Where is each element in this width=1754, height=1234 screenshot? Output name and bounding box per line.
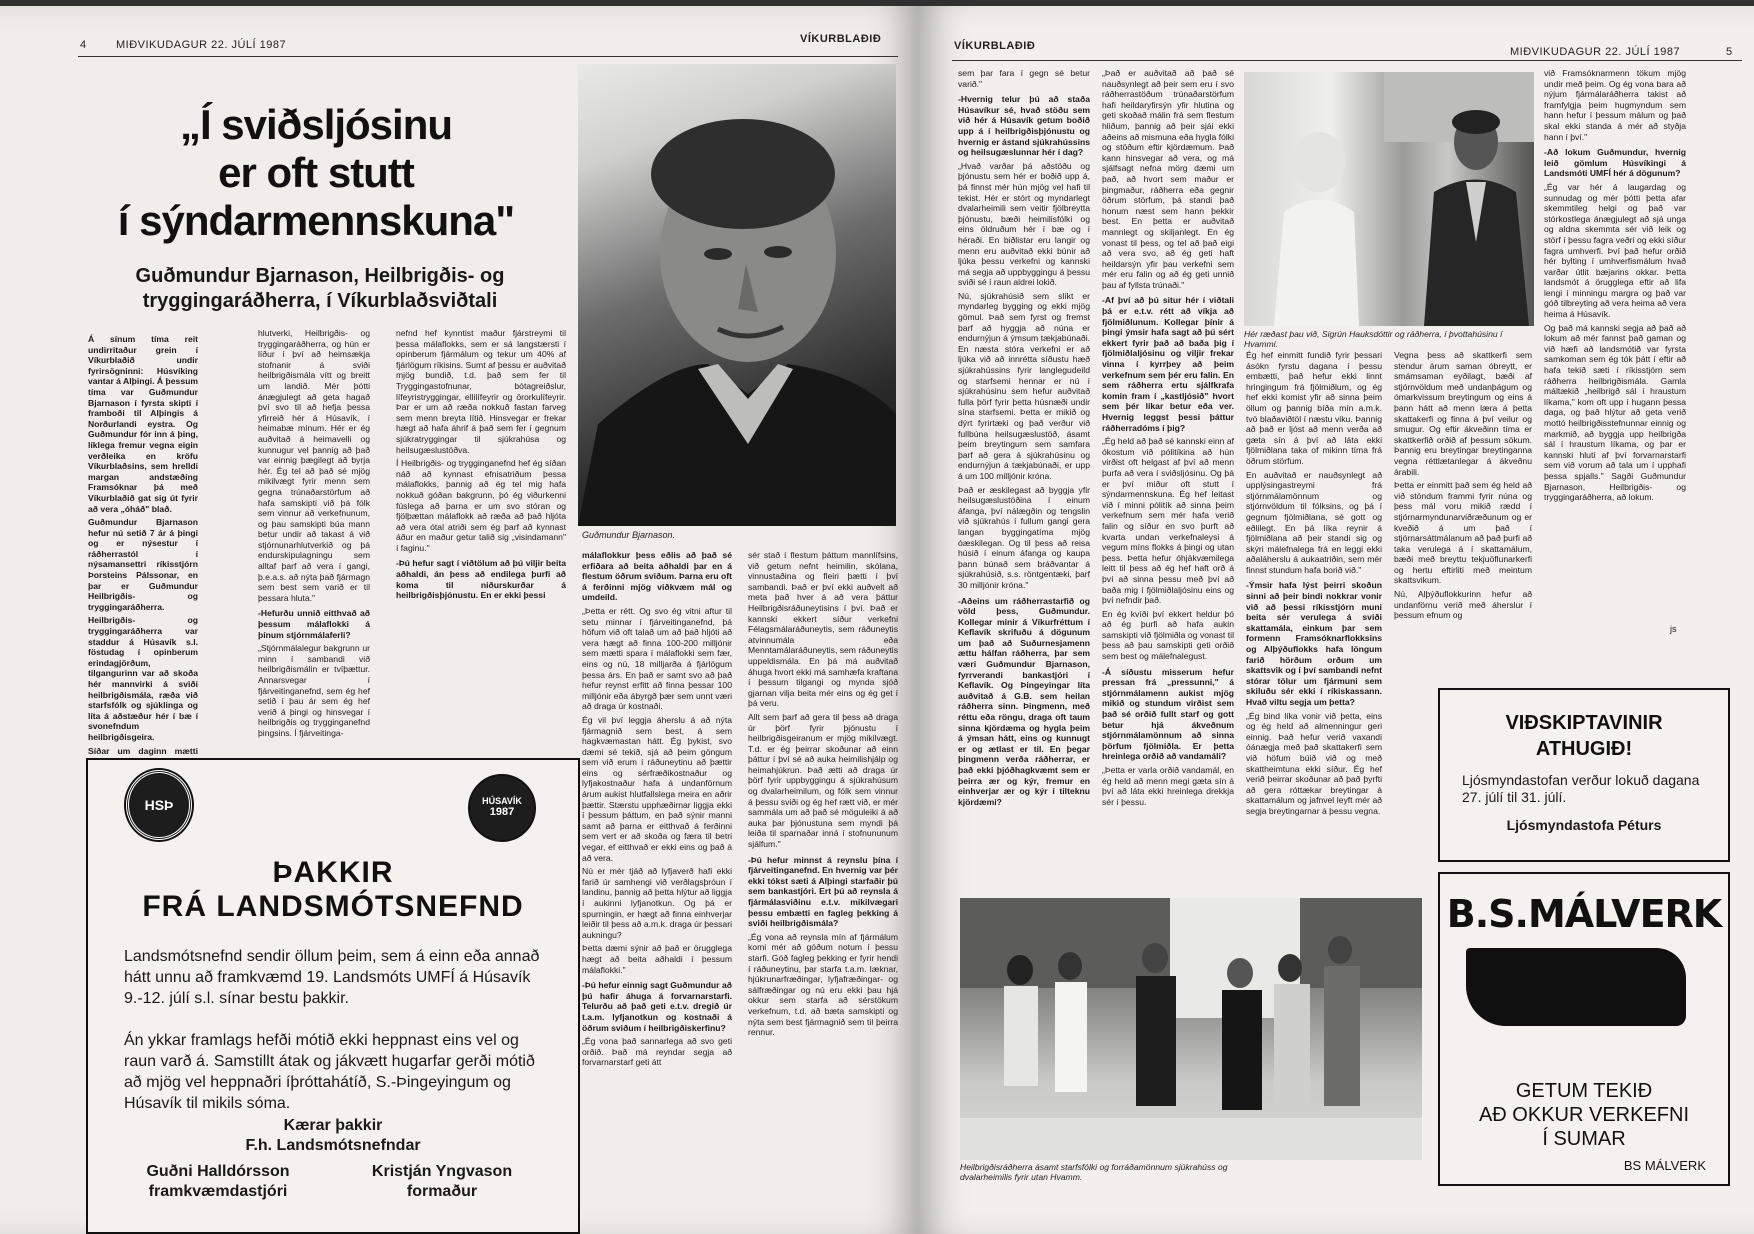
paragraph: Og það má kannski segja að það að lokum að mér fannst það gaman og við hæfi að landsmótið var fyrsta samkoman sem ég tók þátt í eftir að hafa tekið sæti í ríkisstjórn sem ráðherra heilbrigðismála. Gamla máltækið „heilbrigð sál í hraustum líkama," kom oft upp í hugann þessa daga, og það hlýtur að geta verið mottó heilbrigðisstefnunnar einnig og markmið, að byggja upp heilbrigða sál í hraustum líkama, og þar er kannski hluti af því forvarnarstarfi sem við vorum að tala um í upphafi þessa spjalls." Sagði Guðmundur Bjarnason, Heilbrigðis- og tryggingaráðherra, að lokum. — [1544, 322, 1686, 503]
paragraph: hlutverki, Heilbrigðis- og tryggingaráðherra, og hún er líður í því að heimsækja stofnanir á sviði heilbrigðismála vítt og breitt um landið. Mér þótti ánægjulegt að geta hagað því svo til að hefja þessa yfirreið hér á Húsavík, í heimabæ mínum. Hér er ég auðvitað á heimavelli og kunnugur vel þannig að það var einnig þægilegt að byrja hér. Ég tel að það sé mjög mikilvægt fyrir menn sem gegna trúnaðarstörfum að hafa samskipti við þá fólk sem vinnur að verkefnunum, og þau samskipti búa mann betur undir að takast á við stjórnunarhlutverkið og þá endurskipulagningu sem alltaf þarf að vera í gangi, þ.e.a.s. að nýta það fjármagn sem best sem varið er til þessara hluta." — [258, 328, 370, 603]
photo-caption: Hér ræðast þau við, Sigrún Hauksdóttir og ráðherra, í þvottahúsinu í Hvammi. — [1244, 329, 1503, 349]
paragraph: Nú, sjúkrahúsið sem slíkt er myndarleg bygging og ekki mjög gömul. Það sem fyrst og fremst þarf að hyggja að núna er endurnýjun á ýmsum tækjabúnaði. En næsta stóra verkefni er að ljúka við að innrétta síðustu hæð sjúkrahússins fyrir langlegudeild og starfsemi hennar er nú í sjúkrahúsinu sem hefur auðvitað fulla þörf fyrir þetta húsnæði undir sína starfsemi. Þetta er mikið og dýrt fyrirtæki og það verður við fullbúna heilsugæslustöð, ásamt þeim breytingum sem samfara þarf að gera á sjúkrahúsinu og endurnýjun á tækjabúnaði, er upp á um 100 milljónir króna. — [958, 290, 1090, 481]
signatory-role: framkvæmdastjóri — [148, 1183, 288, 1200]
author-signoff: js — [1670, 624, 1677, 634]
article-column — [958, 68, 1090, 888]
paragraph: Ég hef einmitt fundið fyrir þessari ásókn fyrstu dagana í þessu embætti, það hefur ekki linnt hringingum frá fjölmiðlum, og ég hef ekki komist yfir að sinna þeim öllum og þannig bíða mín a.m.k. tvö blaðaviðtöl í næstu viku. Þannig að það er ljóst að menn verða að gæta sín á því að láta ekki fjölmiðlana taka of mikinn tíma frá öðrum störfum. — [1246, 350, 1382, 466]
brand-logo: B.S.MÁLVERK — [1446, 892, 1722, 936]
ad-sign-committee: F.h. Landsmótsnefndar — [245, 1137, 421, 1154]
ad-text: Ljósmyndastofan verður lokuð dagana 27. júlí til 31. júlí. — [1462, 772, 1700, 805]
paragraph: sem þar fara í gegn sé betur varið." — [958, 68, 1090, 89]
signatory-role: formaður — [406, 1183, 478, 1200]
laundry-photo — [1244, 72, 1534, 326]
ad-line: GETUM TEKIÐ — [1515, 1080, 1653, 1102]
paragraph: Heilbrigðis- og tryggingaráðherra var staddur á Húsavík s.l. föstudag í opinberum erindagjörðum, tilgangurinn var að skoða hér mannvirki á sviði heilbrigðismála, ræða við starfsfólk og sjúklinga og líta á aðstæður hér í bæ í svonefndum heilbrigðisgeira. — [88, 615, 198, 742]
paragraph: við Framsóknarmenn tökum mjög undir með þeim. Og ég vona bara að nýjum fjármálaráðherra takist að framfylgja þeim hugmyndum sem hann hefur í þessum málum og það skal ekki standa á mér að styðja hann í því." — [1544, 68, 1686, 142]
deck-line: tryggingaráðherra, í Víkurblaðsviðtali — [142, 290, 498, 312]
article-column — [748, 550, 898, 1232]
question: -Þú hefur sagt í viðtölum að þú viljir beita aðhaldi, án þess að endilega þurfi að koma til niðurskurðar á heilbrigðisþjónustu. En er ekki þessi — [396, 558, 566, 601]
paragraph: „Hvað varðar þá aðstöðu og þjónustu sem hér er boðið upp á, þá finnst mér hún mjög vel hafi til tekist. Hér er stórt og myndarlegt dvalarheimili sem veitir fjölbreytta þjónustu, bæði heimilisfólki og eins öldruðum hér í bæ og í héraði. En biðlistar eru langir og menn eru auðvitað ekki búnir að ljúka þessu verkefni og kannski má segja að uppbyggingu á þessu sviði sé í raun aldrei lokið. — [958, 160, 1090, 288]
deck-line: Guðmundur Bjarnason, Heilbrigðis- og — [135, 265, 505, 287]
paragraph: „Þetta er rétt. Og svo ég vitni aftur til setu minnar í fjárveitinganefnd, þá höfum við oft talað um að það hljóti að vera hægt að finna 100-200 milljónir sem mætti spara í málaflokki sem fær, eins og nú, 18 milljarða á fjárlögum þessa árs. En það er samt svo að það hefur reynst erfitt að finna þessar 100 milljónir eða ábyrgð þær sem unnt væri að draga úr kostnaði. — [582, 605, 732, 712]
right-page — [918, 6, 1754, 1234]
page-number: 5 — [1726, 46, 1733, 58]
paint-stroke-graphic — [1466, 948, 1686, 1026]
question: -Að lokum Guðmundur, hvernig leið gömlum Húsvíkingi á Landsmóti UMFÍ hér á dögunum? — [1544, 147, 1686, 179]
paragraph: Það er æskilegast að byggja yfir heilsugæslustöðina í einum áfanga, því nálægðin og tengslin við sjúkrahús í fullum gangi gera langan byggingatíma mjög óæskilegan. Og til þess að reisa húsið í einum áfanga og kaupa þann búnað sem bráðvantar á sjúkrahúsið, s.s. röntgentæki, þarf 30 milljónir króna." — [958, 484, 1090, 590]
paragraph: „Ég bind líka vonir við þetta, eins og ég held að almenningur geri einnig. Það hefur verið vaxandi óánægja með það skattakerfi sem við höfum búið við og með skattheimtuna ekki síður. Ég hef verið þeirrar skoðunar að það þyrfti að gera róttækar breytingar á skattamálum og jafnvel leyft mér að segja breytingarnar á þessu vegna. — [1246, 710, 1382, 816]
paragraph: Síðar um daginn mætti — [88, 745, 198, 756]
question: -Þú hefur minnst á reynslu þína í fjárveitinganefnd. En hvernig var þér ekki tókst sæti á Alþingi starfaðir þú sem bankastjóri. Ert þú að reynsla á fjármálasviðinu e.t.v. mikilvægari þessu embætti en fagleg þekking á sviði heilbrigðismála? — [748, 854, 898, 929]
article-column — [1544, 68, 1686, 638]
paragraph: „Stjórnmálalegur bakgrunn ur minn í sambandi við heilbrigðismálin er tvíþættur. Annarsvegar í fjárveitinganefnd, sem ég hef setið í þau ár sem ég hef verið á þingi og hinsvegar í heilbrigðis og trygginganefnd þingsins. Í fjárveitinga- — [258, 643, 370, 738]
paper-name: VÍKURBLAÐIÐ — [800, 33, 882, 45]
header-rule — [952, 60, 1742, 61]
signatory-name: Guðni Halldórsson — [146, 1163, 290, 1180]
ad-sign: Ljósmyndastofa Péturs — [1506, 817, 1662, 833]
logo-year: 1987 — [489, 806, 515, 818]
question: -Á síðustu misserum hefur pressan frá „pressunni," á stjórnmálamenn aukist mjög mikið og stundum virðist sem það sé orðið fullt starf og gott betur hjá ákveðnum stjórnmálamönnum að sinna þörfum fjölmiðla. Er þetta hreinlega orðið að vandamáli? — [1102, 666, 1234, 762]
landsmot-logo — [468, 774, 536, 842]
article-column — [258, 328, 370, 746]
paragraph: „Ég vona að reynsla mín af fjármálum komi mér að góðum notum í þessu starfi. Góð fagleg þekking er fyrir hendi í ráðuneytinu, þar starfa t.a.m. læknar, hjúkrunarfræðingar, lyfjafræðingar- og sálfræðingar og nú eru ekki þau hjá okkur sem starfa að sérstökum verkefnum, t.d. að bæta samskipti og nýta sem best fjármagnið sem til þeirra rennur. — [748, 931, 898, 1038]
ad-paragraph: Án ykkar framlags hefði mótið ekki heppnast eins vel og raun varð á. Samstillt átak og jákvætt hugarfar gerði mótið að mjög vel heppnaðri íþróttahátíð, S.-Þingeyingum og Húsavík til mikils sóma. — [124, 1032, 535, 1112]
paragraph: Á sínum tíma reit undirritaður grein í Víkurblaðið undir fyrirsögninni: Húsvíking vantar á Alþingi. Á þessum tíma var Guðmundur Bjarnason í fyrsta skipti í framboði til Alþingis á Norðurlandi eystra. Og Guðmundur fór inn á þing, líklega fremur vegna eigin verðleika en kröfu Víkurblaðsins, sem hrelldi margan andstæðing Framsóknar þá með Víkurblaðið gat sig út fyrir að vera „óháð" blað. — [88, 334, 198, 514]
question: -Hvernig telur þú að staða Húsavíkur sé, hvað stöðu sem við hér á Húsavík getum boðið upp á í heilbrigðisþjónustu og hvernig er ástand sjúkrahússins og heilsugæslunnar hér í dag? — [958, 94, 1090, 158]
paragraph: nefnd hef kynntist maður fjárstreymi til þessa málaflokks, sem er sá langstærsti í opinberum fjármálum og tekur um 40% af fjárlögum ríkisins. Sumt af þessu er auðvitað mjög bundið, t.d. það sem fer til Tryggingastofnunar, bótagreiðslur, lífeyristryggingar, ellilífeyrir og örorkulífeyrir. Þar er um að ræða nokkuð fastan farveg sem menn breyta lítið. Hinsvegar er frekar hægt að hafa áhrif á það sem fer í gegnum sjúkratryggingar til sjúkrahúsa og heilsugæslustöðva. — [396, 328, 566, 455]
question: -Þú hefur einnig sagt Guðmundur að þú hafir áhuga á forvarnarstarfi. Telurðu að það geti e.t.v. dregið úr t.a.m. lyfjanotkun og kostnaði á öðrum sviðum í heilbrigðiskerfinu? — [582, 980, 732, 1033]
paragraph: Þetta er einmitt það sem ég held að við stöndum frammi fyrir núna og þess mál voru mikið rædd í stjórnarmyndunarviðræðunum og er kveðið á um það í stjórnarsáttmálanum að það þurfi að taka verulega á í skattamálum, bæði með breyttu tekjuöflunarkerfi og hertu eftirliti með meintum skattsvikum. — [1394, 480, 1532, 586]
question: -Hefurðu unnið eitthvað að þessum málaflokki á þínum stjórnmálaferli? — [258, 608, 370, 640]
ad-sign: BS MÁLVERK — [1623, 1158, 1706, 1173]
ad-subtitle: FRÁ LANDSMÓTSNEFND — [142, 890, 524, 923]
paragraph: Allt sem þarf að gera til þess að draga úr þörf fyrir þjónustu í heilbrigðisgeiranum er mjög mikilvægt. T.d. er ég þeirrar skoðunar að einn þáttur í því sé að auka heimilishjálp og heimahjúkrun. Það ætti að draga úr þörf fyrir uppbyggingu á sjúkrahúsum og dvalarheimilum, og fólk sem vinnur á þessu sviði og ég hef rætt við, er mér sammála um að það sé möguleiki á að auka þar þjónustuna sem myndi þá leiða til sparnaðar inná í stofnununum sjálfum." — [748, 711, 898, 850]
paragraph: Nú, Alþýðuflokkurinn hefur að undanförnu verið með áherslur í þessum efnum og — [1394, 589, 1532, 621]
article-column — [396, 328, 566, 746]
paragraph: „Þetta er varla orðið vandamál, en ég held að menn megi gæta sín á því að láta ekki hreinlega drekkja sér í þessu. — [1102, 765, 1234, 807]
date-line: MIÐVIKUDAGUR 22. JÚLÍ 1987 — [116, 39, 287, 51]
paragraph: Í Heilbrigðis- og trygginganefnd hef ég síðan náð að kynnast efnisatriðum þessa málaflokks, þannig að ég tel mig hafa nokkuð góðan bakgrunn, þó ég viðurkenni fúslega að þarna er um svo stóran og fjölþættan málaflokk að ræða að það hljóta að vera ótal atriði sem ég þarf að kynnast áður en maður getur talið sig „visindamann" í faginu." — [396, 458, 566, 553]
ad-title: ÞAKKIR — [272, 856, 394, 889]
paragraph: En auðvitað er nauðsynlegt að upplýsingastreymi frá stjórnmálamönnum og stjórnvöldum til fólksins, og þá í gegnum fjölmiðlana, sé gott og eðlilegt. En þá líka reynir á fjölmiðlana að þeir standi sig og skýri málefnalega frá en leggi ekki aðaláherslu á aukaatriðin, sem mér finnst stundum hafa borið við." — [1246, 469, 1382, 575]
headline-line: „Í sviðsljósinu — [179, 101, 453, 148]
thanks-ad — [86, 758, 580, 1234]
paragraph: „Það er auðvitað að það sé nauðsynlegt að þeir sem eru í svo ráðherrastöðum trúnaðarstörfum hafi heildaryfirsýn yfir hlutina og geti skoðað málin frá sem flestum hliðum, þannig að þeir sjái ekki aðeins að mismuna eða hygla fólki og stöðum eftir kjördæmum. Það kann hinsvegar að vera, og má sjálfsagt nefna mörg dæmi um það, að hvort sem maður er þingmaður, ráðherra eða gegnir öðrum störfum, þá standi það honum næst sem hann þekkir best. En þetta er auðvitað mannlegt og skiljanlegt. En ég vonast til þess, og tel að það eigi að vera svo, að ég geti haft heildarsýn yfir þau verkefni sem mér eru falin og að ég geti unnið þau af fyllsta trúnaði." — [1102, 68, 1234, 290]
ad-title: VIÐSKIPTAVINIR — [1505, 712, 1663, 734]
laundry-scene — [1244, 72, 1534, 326]
paragraph: „Ég held að það sé kannski einn af ókostum við pólitíkina að hún virðist oft helgast af því að menn þurfa að vera í sviðsljósinu. Og þá er því miður oft stutt í sýndarmennskuna. Ég hef leitast við í minni pólitík að sinna þeim verkefnum sem mér hafa verið falin og síður en svo þurft að kvarta undan verkefnaleysi á vegum míns flokks á þingi og utan þess. Þetta hefur óhjákvæmilega leitt til þess að ég hef haft orð á því að sinna þessu með því að baða mig í fjölmiðlaljósinu eins og því nefndir það. — [1102, 436, 1234, 606]
paragraph: málaflokkur þess eðlis að það sé erfiðara að beita aðhaldi þar en á flestum öðrum sviðum. Þarna eru oft á ferðinni mjög viðkvæm mál og umdeild. — [582, 550, 732, 603]
left-page — [0, 6, 918, 1234]
paragraph: Þetta dæmi sýnir að það er örugglega hægt að beita aðhaldi í þessum málaflokki." — [582, 943, 732, 975]
group-photo — [960, 898, 1422, 1160]
headline — [96, 101, 536, 245]
article-column — [582, 550, 732, 1232]
paragraph: Nú er mér tjáð að lyfjaverð hafi ekki farið úr samhengi við verðlagsþróun í landinu, þannig að þetta hlýtur að liggja í aukinni lyfjanotkun. Og þá er spurningin, er hægt að finna einhverjar leiðir til þess að a.m.k. draga úr þessari aukningu? — [582, 866, 732, 940]
group-scene — [960, 898, 1422, 1160]
portrait-photo — [578, 64, 896, 526]
question: -Ýmsir hafa lýst þeirri skoðun sinni að þeir bindi nokkrar vonir við að þessi ríkisstjórn muni beita sér verulega á sviði skattamála, einkum þar sem formenn Framsóknarflokksins og Alþýðuflokks hafa löngum farið hörðum orðum um skattsvik og í því sambandi nefnt stórar tölur um fjármuni sem skiluðu sér ekki í ríkiskassann. Hvað viltu segja um þetta? — [1246, 580, 1382, 707]
painting-ad — [1438, 872, 1730, 1186]
headline-line: er oft stutt — [218, 149, 414, 196]
question: -Af því að þú situr hér í viðtali þá er e.t.v. rétt að víkja að fjölmiðlunum. Kollegar þínir á þingi ýmsir hafa sagt að þú sért ekkert fyrir það að baða þig í fjölmiðlaljósinu og viljir frekar vinna í kyrrþey að þeim verkefnum sem þér eru falin. En sem ráðherra ertu sjálfkrafa komin fram í „kastljósið" hvort sem þér líkar betur eða ver. Hvernig leggst þessi þáttur ráðherradóms í þig? — [1102, 295, 1234, 433]
article-column — [88, 334, 198, 756]
paragraph: „Ég var hér á laugardag og sunnudag og mér þótti þetta afar skemmtileg helgi og það var stórkostlega ánægjulegt að sjá unga og aldna skemmta sér við leik og störf í þessu fagra veðri og ekki síður fagra umhverfi. Því það hefur orðið hér bylting í umhverfismálum hvað varðar útlit bæjarins okkar. Þetta landsmót á örugglega eftir að lifa lengi í minningu margra og það var góð tilbreyting að vera heima að vera heima á Húsavík. — [1544, 181, 1686, 320]
paragraph: Ég vil því leggja áherslu á að nýta fjármagnið sem best, á sem hagkvæmastan hátt. Ég þykist, svo dæmi sé tekið, sjá að þeim göngum sem við erum í ráðuneytinu að þættir eins og sérfræðikostnaður og lyfjakostnaður hafa á undanförnum árum aukist hlutfallslega meira en aðrir þættir. Stærstu upphæðirnar liggja ekki í þessum þáttum, en það sýnir manni samt að þarna er eitthvað á ferðinni sem vert er að skoða og færa til betri vegar, ef eitthvað er ekki eins og það á að vera. — [582, 714, 732, 863]
article-column — [1102, 68, 1234, 888]
ad-subtitle: ATHUGIÐ! — [1535, 738, 1633, 760]
page-number: 4 — [80, 39, 87, 51]
paragraph: „Ég vona það sannarlega að svo geti orðið. Það má reyndar segja að forvarnarstarf geti átt — [582, 1036, 732, 1068]
ad-line: Í SUMAR — [1542, 1128, 1626, 1150]
headline-line: í sýndarmennskuna" — [117, 197, 515, 244]
date-line: MIÐVIKUDAGUR 22. JÚLÍ 1987 — [1510, 46, 1681, 58]
ad-line: AÐ OKKUR VERKEFNI — [1478, 1104, 1690, 1126]
photostudio-ad — [1438, 688, 1730, 862]
article-column — [1246, 350, 1382, 886]
paragraph: sér stað í flestum þáttum mannlífsins, við getum nefnt heimilin, skólana, vinnustaðina og fleiri þætti í því sambandi. Það er því ekki auðvelt að meta það hver á að vera þáttur Heilbrigðisráðuneytisins í því. Það er kannski ekkert síður verkefni Félagsmálaráðuneytis, sem ráðuneytis atvinnumála eða Menntamálaráðuneytis, sem ráðuneytis uppeldismála. En þá má auðvitað áhuga hvort ekki má samhæfa kraftana í þessum tilgangi og mynda sjóð gjarnan vilja beita mér eins og ég get í þá veru. — [748, 550, 898, 709]
ad-sign-thanks: Kærar þakkir — [283, 1117, 383, 1134]
signatory-name: Kristján Yngvason — [371, 1163, 513, 1180]
logo-place: HÚSAVÍK — [482, 796, 522, 806]
paragraph: Guðmundur Bjarnason hefur nú setið 7 ár á þingi og er nýsestur í ráðherrastól í nýsamansettri ríkisstjórn Þorsteins Pálssonar, en þar er Guðmundur Heilbrigðis- og tryggingaráðherra. — [88, 517, 198, 612]
portrait-figure — [578, 64, 896, 526]
photo-caption: Heilbrigðisráðherra ásamt starfsfólki og forráðamönnum sjúkrahúss og dvalarheimilis fyrir utan Hvamm. — [960, 1162, 1228, 1182]
ad-paragraph: Landsmótsnefnd sendir öllum þeim, sem á einn eða annað hátt unnu að framkvæmd 19. Landsmóts UMFÍ á Húsavík 9.-12. júlí s.l. sínar bestu þakkir. — [124, 948, 540, 1007]
paragraph: Vegna þess að skattkerfi sem stendur árum saman óbreytt, er smámsaman eyðilagt, bæði af stjórnvöldum með undanþágum og ómarkvissum breytingum og eins á þann hátt að menn læra á þetta skattakerfi og finna á því veilur og smugur. Og eftir ákveðinn tíma er skattkerfið orðið af þessum sökum. Þannig eru breytingar breytinganna vegna réttlætanlegar á ákveðnu árabili. — [1394, 350, 1532, 477]
question: -Aðeins um ráðherrastarfið og völd þess, Guðmundur. Kollegar minir á Víkurfréttum í Keflavík skrifuðu á dögunum um það að Suðurnesjamenn ættu hálfan ráðherra, þar sem væri Guðmundur Bjarnason, fyrrverandi bankastjóri í Keflavík. Og Þingeyingar líta auðvitað á G.B. sem heilan ráðherra sinn. Þingmenn, með réttu eða röngu, draga oft taum sinna kjördæma og hygla þeim á ýmsan hátt, eins og kunnugt er og ætlast er til. En þegar þingmenn verða ráðherrar, er það ekki þjóðhagkvæmt sem er þeirra ær og kýr, fremur en einhverjar ær og kýr í tilteknu kjördæmi? — [958, 595, 1090, 807]
paragraph: En ég kvíði því ekkert heldur þó að ég þurfi að hafa aukin samskipti við fjölmiðla og vonast til þess að þau samskipti geti orðið sem best og málefnalegust. — [1102, 608, 1234, 662]
photo-caption: Guðmundur Bjarnason. — [582, 530, 676, 540]
deck — [100, 264, 540, 314]
hsp-logo: HSÞ — [126, 770, 192, 840]
article-column — [1394, 350, 1532, 684]
header-rule — [78, 56, 898, 57]
paper-name: VÍKURBLAÐIÐ — [954, 40, 1036, 52]
